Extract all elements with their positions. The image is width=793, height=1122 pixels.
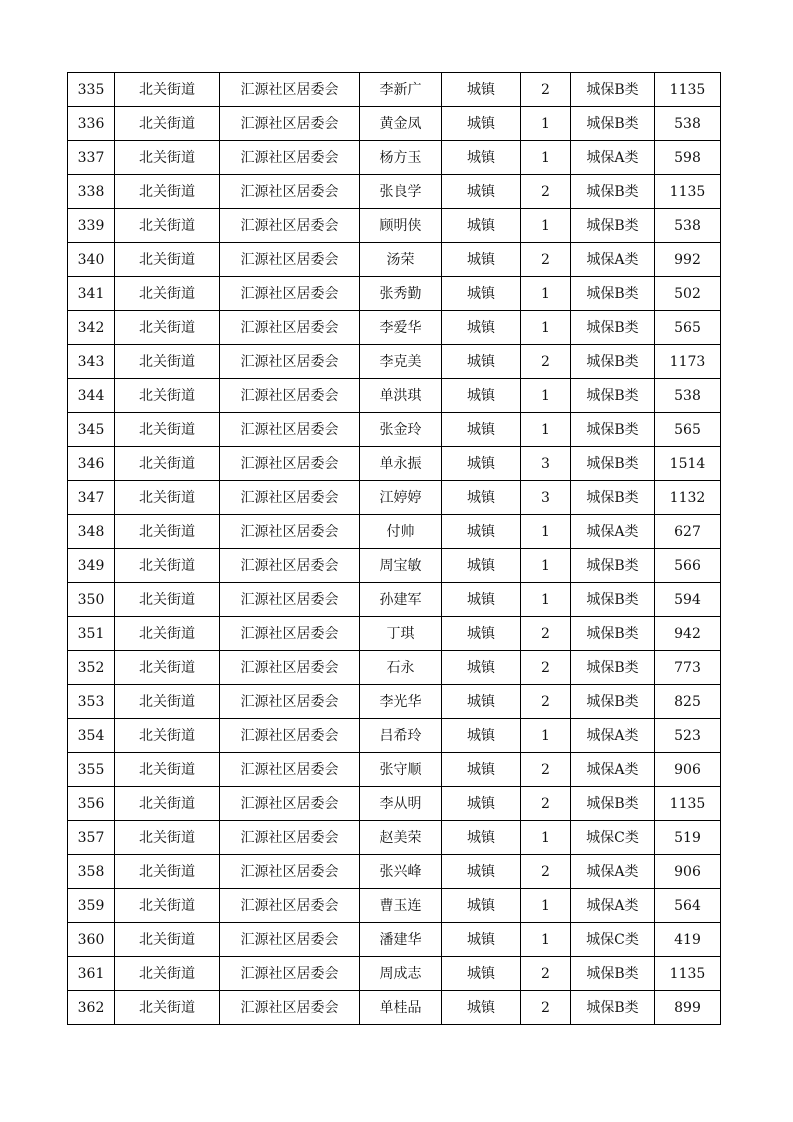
amount-cell: 565	[655, 311, 721, 345]
committee-cell: 汇源社区居委会	[220, 141, 360, 175]
subdistrict-cell: 北关街道	[115, 957, 220, 991]
table-row	[68, 651, 721, 685]
serial-number-cell: 362	[68, 991, 115, 1025]
amount-cell: 1135	[655, 175, 721, 209]
household-type-cell: 城镇	[442, 651, 521, 685]
serial-number-cell: 358	[68, 855, 115, 889]
amount-cell: 1135	[655, 787, 721, 821]
person-count-cell: 1	[521, 889, 571, 923]
household-type-cell: 城镇	[442, 175, 521, 209]
serial-number-cell: 353	[68, 685, 115, 719]
category-cell: 城保B类	[571, 549, 655, 583]
table-row	[68, 175, 721, 209]
serial-number-cell: 356	[68, 787, 115, 821]
committee-cell: 汇源社区居委会	[220, 583, 360, 617]
committee-cell: 汇源社区居委会	[220, 447, 360, 481]
table-row	[68, 991, 721, 1025]
subdistrict-cell: 北关街道	[115, 821, 220, 855]
subdistrict-cell: 北关街道	[115, 447, 220, 481]
serial-number-cell: 350	[68, 583, 115, 617]
resident-name-cell: 李爱华	[360, 311, 442, 345]
resident-name-cell: 丁琪	[360, 617, 442, 651]
household-type-cell: 城镇	[442, 549, 521, 583]
table-row	[68, 73, 721, 107]
serial-number-cell: 349	[68, 549, 115, 583]
serial-number-cell: 336	[68, 107, 115, 141]
amount-cell: 594	[655, 583, 721, 617]
person-count-cell: 2	[521, 243, 571, 277]
category-cell: 城保B类	[571, 957, 655, 991]
person-count-cell: 2	[521, 957, 571, 991]
household-type-cell: 城镇	[442, 753, 521, 787]
person-count-cell: 2	[521, 175, 571, 209]
committee-cell: 汇源社区居委会	[220, 481, 360, 515]
committee-cell: 汇源社区居委会	[220, 753, 360, 787]
category-cell: 城保B类	[571, 481, 655, 515]
subdistrict-cell: 北关街道	[115, 855, 220, 889]
subdistrict-cell: 北关街道	[115, 685, 220, 719]
person-count-cell: 1	[521, 821, 571, 855]
resident-name-cell: 周宝敏	[360, 549, 442, 583]
serial-number-cell: 354	[68, 719, 115, 753]
amount-cell: 564	[655, 889, 721, 923]
committee-cell: 汇源社区居委会	[220, 311, 360, 345]
amount-cell: 1132	[655, 481, 721, 515]
person-count-cell: 1	[521, 583, 571, 617]
person-count-cell: 1	[521, 719, 571, 753]
subdistrict-cell: 北关街道	[115, 515, 220, 549]
table-row	[68, 481, 721, 515]
household-type-cell: 城镇	[442, 141, 521, 175]
category-cell: 城保B类	[571, 787, 655, 821]
committee-cell: 汇源社区居委会	[220, 73, 360, 107]
household-type-cell: 城镇	[442, 991, 521, 1025]
committee-cell: 汇源社区居委会	[220, 175, 360, 209]
subdistrict-cell: 北关街道	[115, 719, 220, 753]
household-type-cell: 城镇	[442, 311, 521, 345]
table-row	[68, 209, 721, 243]
committee-cell: 汇源社区居委会	[220, 345, 360, 379]
resident-name-cell: 石永	[360, 651, 442, 685]
subdistrict-cell: 北关街道	[115, 141, 220, 175]
resident-name-cell: 赵美荣	[360, 821, 442, 855]
amount-cell: 598	[655, 141, 721, 175]
table-row	[68, 719, 721, 753]
person-count-cell: 1	[521, 413, 571, 447]
serial-number-cell: 359	[68, 889, 115, 923]
subdistrict-cell: 北关街道	[115, 753, 220, 787]
committee-cell: 汇源社区居委会	[220, 991, 360, 1025]
subdistrict-cell: 北关街道	[115, 889, 220, 923]
committee-cell: 汇源社区居委会	[220, 855, 360, 889]
amount-cell: 825	[655, 685, 721, 719]
household-type-cell: 城镇	[442, 243, 521, 277]
household-type-cell: 城镇	[442, 413, 521, 447]
amount-cell: 566	[655, 549, 721, 583]
subdistrict-cell: 北关街道	[115, 991, 220, 1025]
table-row	[68, 413, 721, 447]
resident-name-cell: 黄金凤	[360, 107, 442, 141]
subdistrict-cell: 北关街道	[115, 787, 220, 821]
serial-number-cell: 357	[68, 821, 115, 855]
household-type-cell: 城镇	[442, 515, 521, 549]
household-type-cell: 城镇	[442, 685, 521, 719]
household-type-cell: 城镇	[442, 787, 521, 821]
category-cell: 城保A类	[571, 889, 655, 923]
subdistrict-cell: 北关街道	[115, 651, 220, 685]
household-type-cell: 城镇	[442, 481, 521, 515]
category-cell: 城保B类	[571, 447, 655, 481]
household-type-cell: 城镇	[442, 73, 521, 107]
household-type-cell: 城镇	[442, 719, 521, 753]
person-count-cell: 1	[521, 141, 571, 175]
amount-cell: 519	[655, 821, 721, 855]
serial-number-cell: 341	[68, 277, 115, 311]
committee-cell: 汇源社区居委会	[220, 787, 360, 821]
person-count-cell: 1	[521, 107, 571, 141]
table-row	[68, 957, 721, 991]
resident-name-cell: 曹玉连	[360, 889, 442, 923]
serial-number-cell: 342	[68, 311, 115, 345]
amount-cell: 1173	[655, 345, 721, 379]
category-cell: 城保B类	[571, 617, 655, 651]
committee-cell: 汇源社区居委会	[220, 277, 360, 311]
serial-number-cell: 339	[68, 209, 115, 243]
resident-name-cell: 单桂品	[360, 991, 442, 1025]
serial-number-cell: 338	[68, 175, 115, 209]
resident-name-cell: 张兴峰	[360, 855, 442, 889]
person-count-cell: 3	[521, 481, 571, 515]
committee-cell: 汇源社区居委会	[220, 515, 360, 549]
category-cell: 城保C类	[571, 821, 655, 855]
amount-cell: 906	[655, 855, 721, 889]
amount-cell: 627	[655, 515, 721, 549]
household-type-cell: 城镇	[442, 889, 521, 923]
subdistrict-cell: 北关街道	[115, 549, 220, 583]
person-count-cell: 1	[521, 515, 571, 549]
subdistrict-cell: 北关街道	[115, 923, 220, 957]
person-count-cell: 1	[521, 549, 571, 583]
amount-cell: 899	[655, 991, 721, 1025]
table-row	[68, 107, 721, 141]
subdistrict-cell: 北关街道	[115, 175, 220, 209]
roster-table	[67, 72, 721, 1025]
category-cell: 城保B类	[571, 175, 655, 209]
subdistrict-cell: 北关街道	[115, 617, 220, 651]
resident-name-cell: 潘建华	[360, 923, 442, 957]
roster-body	[68, 73, 721, 1025]
category-cell: 城保B类	[571, 583, 655, 617]
committee-cell: 汇源社区居委会	[220, 651, 360, 685]
committee-cell: 汇源社区居委会	[220, 243, 360, 277]
resident-name-cell: 张良学	[360, 175, 442, 209]
amount-cell: 1135	[655, 957, 721, 991]
committee-cell: 汇源社区居委会	[220, 821, 360, 855]
resident-name-cell: 付帅	[360, 515, 442, 549]
amount-cell: 1135	[655, 73, 721, 107]
person-count-cell: 1	[521, 311, 571, 345]
category-cell: 城保B类	[571, 991, 655, 1025]
committee-cell: 汇源社区居委会	[220, 889, 360, 923]
household-type-cell: 城镇	[442, 379, 521, 413]
subdistrict-cell: 北关街道	[115, 209, 220, 243]
resident-name-cell: 李光华	[360, 685, 442, 719]
person-count-cell: 1	[521, 379, 571, 413]
committee-cell: 汇源社区居委会	[220, 957, 360, 991]
category-cell: 城保A类	[571, 515, 655, 549]
subdistrict-cell: 北关街道	[115, 277, 220, 311]
household-type-cell: 城镇	[442, 923, 521, 957]
category-cell: 城保B类	[571, 73, 655, 107]
table-row	[68, 447, 721, 481]
resident-name-cell: 孙建军	[360, 583, 442, 617]
amount-cell: 538	[655, 107, 721, 141]
serial-number-cell: 361	[68, 957, 115, 991]
category-cell: 城保B类	[571, 413, 655, 447]
subdistrict-cell: 北关街道	[115, 107, 220, 141]
category-cell: 城保A类	[571, 855, 655, 889]
serial-number-cell: 335	[68, 73, 115, 107]
household-type-cell: 城镇	[442, 277, 521, 311]
committee-cell: 汇源社区居委会	[220, 617, 360, 651]
household-type-cell: 城镇	[442, 617, 521, 651]
amount-cell: 942	[655, 617, 721, 651]
amount-cell: 538	[655, 379, 721, 413]
committee-cell: 汇源社区居委会	[220, 413, 360, 447]
amount-cell: 1514	[655, 447, 721, 481]
serial-number-cell: 351	[68, 617, 115, 651]
person-count-cell: 2	[521, 617, 571, 651]
table-row	[68, 583, 721, 617]
table-row	[68, 345, 721, 379]
subdistrict-cell: 北关街道	[115, 73, 220, 107]
resident-name-cell: 单洪琪	[360, 379, 442, 413]
household-type-cell: 城镇	[442, 209, 521, 243]
household-type-cell: 城镇	[442, 957, 521, 991]
committee-cell: 汇源社区居委会	[220, 549, 360, 583]
category-cell: 城保B类	[571, 651, 655, 685]
amount-cell: 906	[655, 753, 721, 787]
person-count-cell: 2	[521, 855, 571, 889]
committee-cell: 汇源社区居委会	[220, 107, 360, 141]
subdistrict-cell: 北关街道	[115, 583, 220, 617]
amount-cell: 502	[655, 277, 721, 311]
table-row	[68, 855, 721, 889]
resident-name-cell: 顾明侠	[360, 209, 442, 243]
table-row	[68, 821, 721, 855]
person-count-cell: 2	[521, 651, 571, 685]
resident-name-cell: 李克美	[360, 345, 442, 379]
category-cell: 城保A类	[571, 719, 655, 753]
category-cell: 城保C类	[571, 923, 655, 957]
household-type-cell: 城镇	[442, 583, 521, 617]
serial-number-cell: 343	[68, 345, 115, 379]
table-row	[68, 515, 721, 549]
serial-number-cell: 352	[68, 651, 115, 685]
category-cell: 城保A类	[571, 141, 655, 175]
resident-name-cell: 李从明	[360, 787, 442, 821]
table-row	[68, 311, 721, 345]
serial-number-cell: 345	[68, 413, 115, 447]
committee-cell: 汇源社区居委会	[220, 719, 360, 753]
person-count-cell: 1	[521, 209, 571, 243]
resident-name-cell: 周成志	[360, 957, 442, 991]
household-type-cell: 城镇	[442, 855, 521, 889]
person-count-cell: 2	[521, 345, 571, 379]
amount-cell: 992	[655, 243, 721, 277]
committee-cell: 汇源社区居委会	[220, 379, 360, 413]
table-row	[68, 549, 721, 583]
subdistrict-cell: 北关街道	[115, 379, 220, 413]
category-cell: 城保A类	[571, 243, 655, 277]
serial-number-cell: 360	[68, 923, 115, 957]
table-row	[68, 753, 721, 787]
table-row	[68, 141, 721, 175]
table-row	[68, 243, 721, 277]
category-cell: 城保B类	[571, 311, 655, 345]
amount-cell: 538	[655, 209, 721, 243]
subdistrict-cell: 北关街道	[115, 243, 220, 277]
serial-number-cell: 348	[68, 515, 115, 549]
table-row	[68, 889, 721, 923]
table-row	[68, 617, 721, 651]
serial-number-cell: 346	[68, 447, 115, 481]
resident-name-cell: 张秀勤	[360, 277, 442, 311]
resident-name-cell: 杨方玉	[360, 141, 442, 175]
resident-name-cell: 单永振	[360, 447, 442, 481]
household-type-cell: 城镇	[442, 447, 521, 481]
amount-cell: 419	[655, 923, 721, 957]
amount-cell: 773	[655, 651, 721, 685]
serial-number-cell: 344	[68, 379, 115, 413]
subdistrict-cell: 北关街道	[115, 345, 220, 379]
category-cell: 城保B类	[571, 209, 655, 243]
resident-name-cell: 李新广	[360, 73, 442, 107]
committee-cell: 汇源社区居委会	[220, 209, 360, 243]
committee-cell: 汇源社区居委会	[220, 923, 360, 957]
person-count-cell: 3	[521, 447, 571, 481]
resident-name-cell: 吕希玲	[360, 719, 442, 753]
person-count-cell: 1	[521, 923, 571, 957]
table-row	[68, 923, 721, 957]
category-cell: 城保B类	[571, 345, 655, 379]
person-count-cell: 1	[521, 277, 571, 311]
subdistrict-cell: 北关街道	[115, 311, 220, 345]
person-count-cell: 2	[521, 787, 571, 821]
category-cell: 城保B类	[571, 107, 655, 141]
serial-number-cell: 340	[68, 243, 115, 277]
household-type-cell: 城镇	[442, 107, 521, 141]
category-cell: 城保B类	[571, 277, 655, 311]
person-count-cell: 2	[521, 685, 571, 719]
amount-cell: 523	[655, 719, 721, 753]
serial-number-cell: 337	[68, 141, 115, 175]
subdistrict-cell: 北关街道	[115, 481, 220, 515]
serial-number-cell: 355	[68, 753, 115, 787]
table-row	[68, 787, 721, 821]
person-count-cell: 2	[521, 753, 571, 787]
amount-cell: 565	[655, 413, 721, 447]
resident-name-cell: 汤荣	[360, 243, 442, 277]
resident-name-cell: 张金玲	[360, 413, 442, 447]
resident-name-cell: 江婷婷	[360, 481, 442, 515]
household-type-cell: 城镇	[442, 345, 521, 379]
person-count-cell: 2	[521, 73, 571, 107]
category-cell: 城保B类	[571, 379, 655, 413]
table-row	[68, 379, 721, 413]
person-count-cell: 2	[521, 991, 571, 1025]
category-cell: 城保B类	[571, 685, 655, 719]
serial-number-cell: 347	[68, 481, 115, 515]
resident-name-cell: 张守顺	[360, 753, 442, 787]
subdistrict-cell: 北关街道	[115, 413, 220, 447]
household-type-cell: 城镇	[442, 821, 521, 855]
category-cell: 城保A类	[571, 753, 655, 787]
table-row	[68, 685, 721, 719]
table-row	[68, 277, 721, 311]
committee-cell: 汇源社区居委会	[220, 685, 360, 719]
